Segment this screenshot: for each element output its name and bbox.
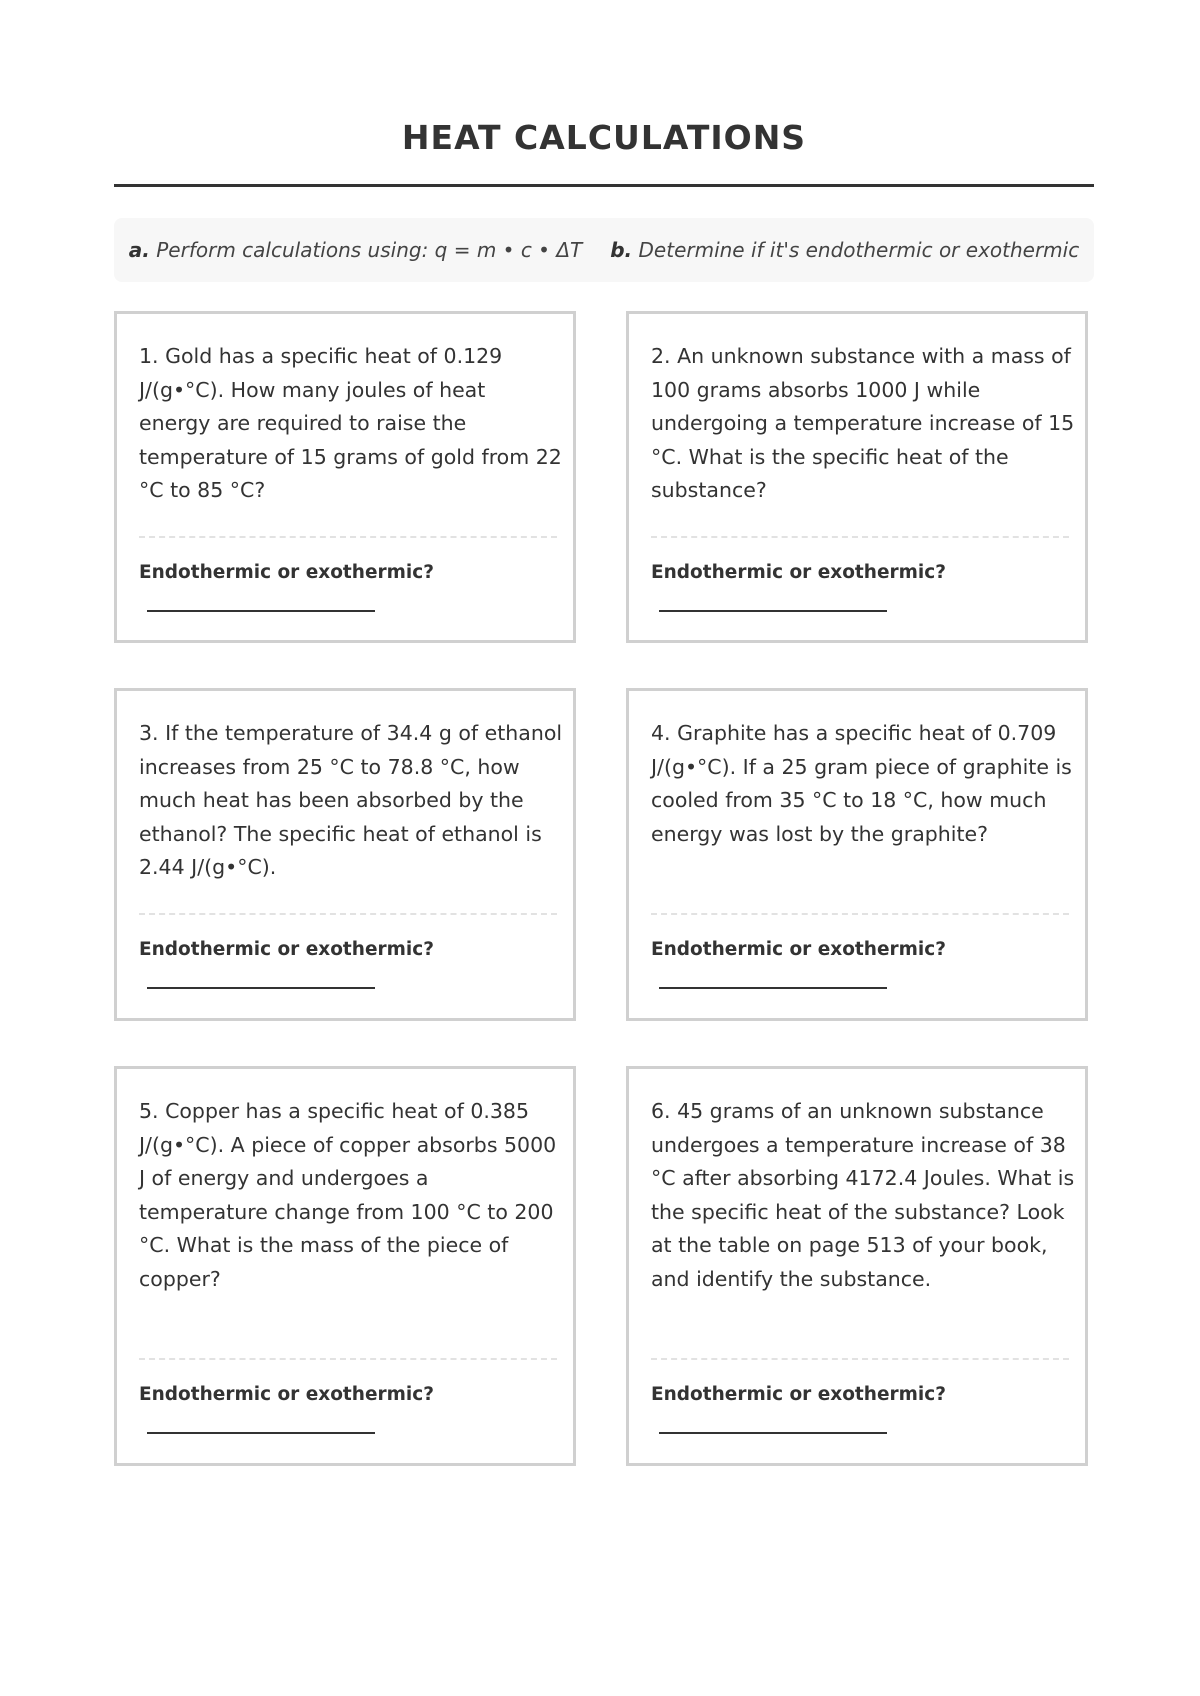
dashed-divider xyxy=(139,913,557,915)
dashed-divider xyxy=(651,913,1069,915)
question-text: 2. An unknown substance with a mass of 100 grams absorbs 1000 J while undergoing a temperature increase of 15 °C. What is the specific heat of the substance? xyxy=(651,344,1075,502)
dashed-divider xyxy=(651,536,1069,538)
dashed-divider xyxy=(651,1358,1069,1360)
answer-blank[interactable] xyxy=(147,610,375,612)
instruction-a-letter: a. xyxy=(128,238,150,262)
answer-blank[interactable] xyxy=(147,987,375,989)
instruction-b-text: Determine if it's endothermic or exothermic xyxy=(638,238,1080,262)
instruction-a xyxy=(129,238,582,262)
answer-blank[interactable] xyxy=(659,1432,887,1434)
dashed-divider xyxy=(139,1358,557,1360)
page-title: HEAT CALCULATIONS xyxy=(401,118,807,157)
instructions-box xyxy=(114,218,1094,282)
question-text: 1. Gold has a specific heat of 0.129 J/(g•°C). How many joules of heat energy are required to raise the temperature of 15 grams of gold from 22 °C to 85 °C? xyxy=(139,344,562,502)
title-divider xyxy=(114,184,1094,187)
answer-prompt: Endothermic or exothermic? xyxy=(139,1384,434,1405)
question-card-3 xyxy=(114,688,576,1021)
question-card-6 xyxy=(626,1066,1088,1466)
answer-prompt: Endothermic or exothermic? xyxy=(139,939,434,960)
answer-prompt: Endothermic or exothermic? xyxy=(139,562,434,583)
question-card-1 xyxy=(114,311,576,643)
question-text: 3. If the temperature of 34.4 g of ethanol increases from 25 °C to 78.8 °C, how much heat has been absorbed by the ethanol? The specific heat of ethanol is 2.44 J/(g•°C). xyxy=(139,721,563,879)
question-text: 4. Graphite has a specific heat of 0.709 J/(g•°C). If a 25 gram piece of graphite is cooled from 35 °C to 18 °C, how much energy was lost by the graphite? xyxy=(651,721,1072,846)
instruction-b xyxy=(610,238,1079,262)
question-text: 5. Copper has a specific heat of 0.385 J/(g•°C). A piece of copper absorbs 5000 J of energy and undergoes a temperature change from 100 °C to 200 °C. What is the mass of the piece of copper? xyxy=(139,1099,557,1291)
dashed-divider xyxy=(139,536,557,538)
answer-prompt: Endothermic or exothermic? xyxy=(651,939,946,960)
question-card-5 xyxy=(114,1066,576,1466)
instruction-a-text: Perform calculations using: q = m • c • ΔT xyxy=(156,238,583,262)
answer-prompt: Endothermic or exothermic? xyxy=(651,562,946,583)
question-card-4 xyxy=(626,688,1088,1021)
answer-blank[interactable] xyxy=(147,1432,375,1434)
question-text: 6. 45 grams of an unknown substance undergoes a temperature increase of 38 °C after absorbing 4172.4 Joules. What is the specific heat of the substance? Look at the table on page 513 of your book, and identify the substance. xyxy=(651,1099,1075,1291)
answer-blank[interactable] xyxy=(659,610,887,612)
answer-blank[interactable] xyxy=(659,987,887,989)
question-card-2 xyxy=(626,311,1088,643)
answer-prompt: Endothermic or exothermic? xyxy=(651,1384,946,1405)
instruction-b-letter: b. xyxy=(610,238,633,262)
